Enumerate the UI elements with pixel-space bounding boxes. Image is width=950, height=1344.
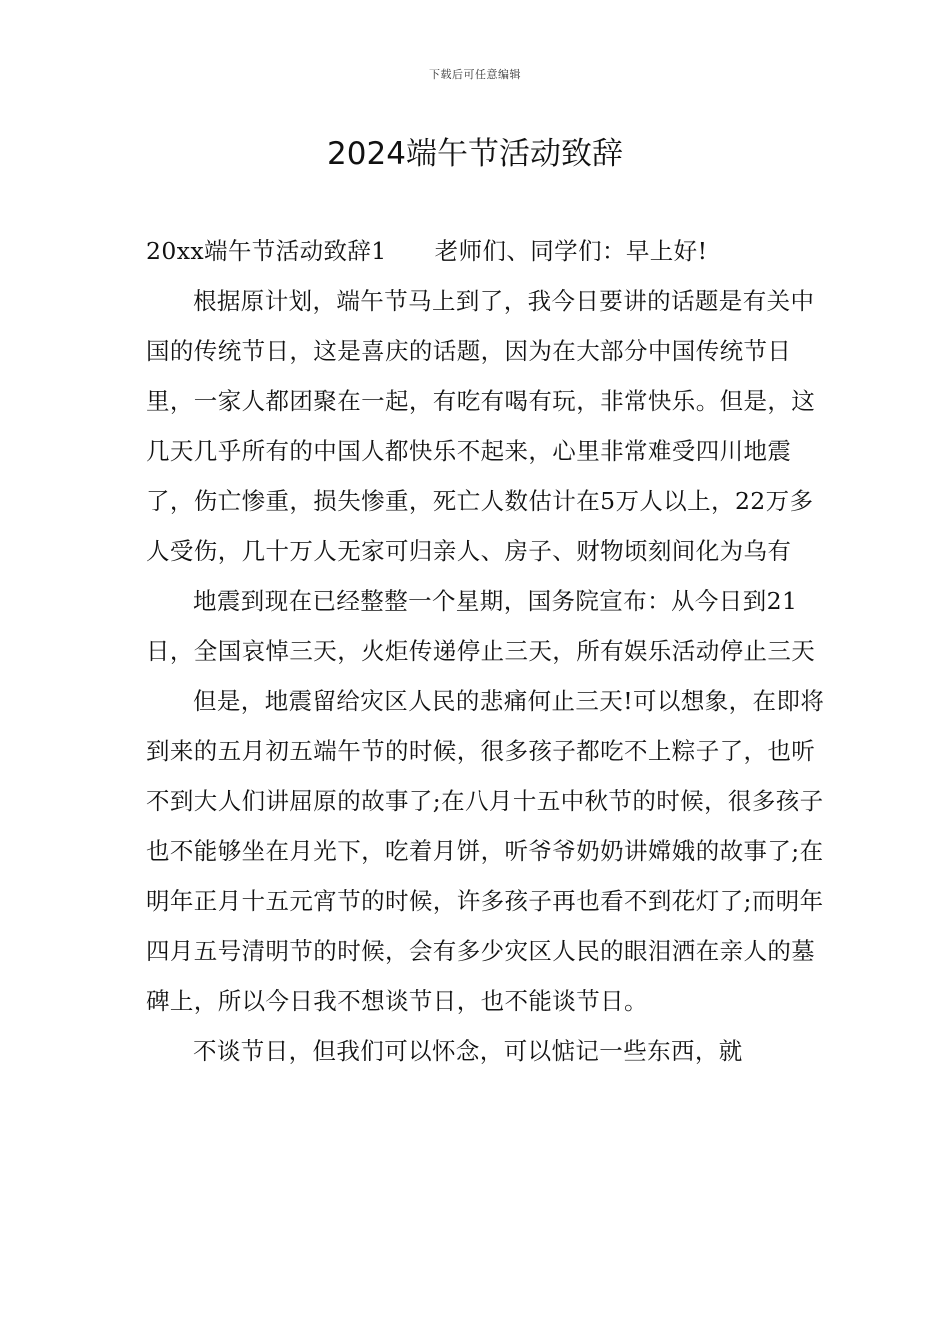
intro-heading: 20xx端午节活动致辞1 [146,237,387,265]
paragraph-2: 地震到现在已经整整一个星期，国务院宣布：从今日到21日，全国哀悼三天，火炬传递停止三天，所有娱乐活动停止三天 [146,587,816,665]
document-body [146,226,826,1076]
header-note: 下载后可任意编辑 [429,68,521,81]
paragraph-1: 根据原计划，端午节马上到了，我今日要讲的话题是有关中国的传统节日，这是喜庆的话题，因为在大部分中国传统节日里，一家人都团聚在一起，有吃有喝有玩，非常快乐。但是，这几天几乎所有的中国人都快乐不起来，心里非常难受四川地震了，伤亡惨重，损失惨重，死亡人数估计在5万人以上，22万多人受伤，几十万人无家可归亲人、房子、财物顷刻间化为乌有 [146,287,816,565]
intro-line [146,226,826,276]
paragraph-4: 不谈节日，但我们可以怀念，可以惦记一些东西，就 [193,1037,743,1065]
greeting: 老师们、同学们：早上好! [434,237,708,265]
paragraph-3: 但是，地震留给灾区人民的悲痛何止三天!可以想象，在即将到来的五月初五端午节的时候，很多孩子都吃不上粽子了，也听不到大人们讲屈原的故事了;在八月十五中秋节的时候，很多孩子也不能够坐在月光下，吃着月饼，听爷爷奶奶讲嫦娥的故事了;在明年正月十五元宵节的时候，许多孩子再也看不到花灯了;而明年四月五号清明节的时候，会有多少灾区人民的眼泪洒在亲人的墓碑上，所以今日我不想谈节日，也不能谈节日。 [146,687,825,1015]
document-title: 2024端午节活动致辞 [327,136,623,172]
